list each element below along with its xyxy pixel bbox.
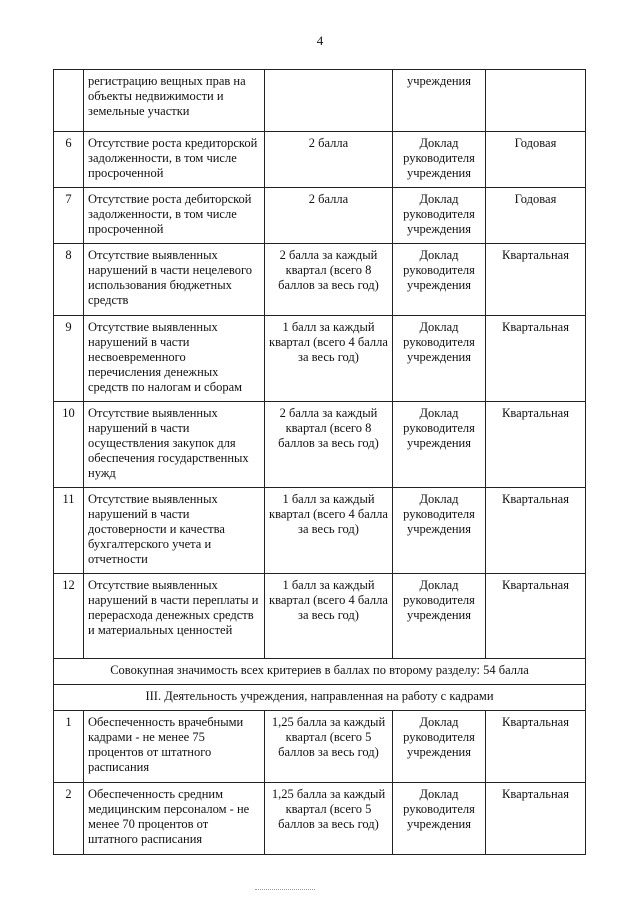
row-number <box>54 70 84 132</box>
criterion-score: 2 балла <box>265 188 393 244</box>
table-row <box>54 132 586 188</box>
row-number: 10 <box>54 402 84 488</box>
scan-artifact <box>255 889 315 892</box>
criterion-period: Квартальная <box>486 783 586 855</box>
criterion-score: 1,25 балла за каждый квартал (всего 5 баллов за весь год) <box>265 711 393 783</box>
table-row <box>54 316 586 402</box>
criterion-name: Отсутствие выявленных нарушений в части осуществления закупок для обеспечения государственных нужд <box>84 402 265 488</box>
row-number: 2 <box>54 783 84 855</box>
criterion-score: 1 балл за каждый квартал (всего 4 балла за весь год) <box>265 316 393 402</box>
page-number: 4 <box>316 33 324 48</box>
criterion-source: Доклад руководителя учреждения <box>393 574 486 659</box>
criterion-score: 2 балла за каждый квартал (всего 8 баллов за весь год) <box>265 244 393 316</box>
criterion-period: Годовая <box>486 188 586 244</box>
criterion-source: Доклад руководителя учреждения <box>393 402 486 488</box>
criterion-name: Отсутствие выявленных нарушений в части достоверности и качества бухгалтерского учета и отчетности <box>84 488 265 574</box>
section-header-row <box>54 685 586 711</box>
table-row <box>54 244 586 316</box>
criterion-name: Отсутствие выявленных нарушений в части нецелевого использования бюджетных средств <box>84 244 265 316</box>
criterion-period: Годовая <box>486 132 586 188</box>
criterion-name: Обеспеченность средним медицинским персоналом - не менее 70 процентов от штатного расписания <box>84 783 265 855</box>
criteria-table <box>53 69 586 855</box>
criterion-name: Отсутствие роста кредиторской задолженности, в том числе просроченной <box>84 132 265 188</box>
row-number: 1 <box>54 711 84 783</box>
criterion-name: Обеспеченность врачебными кадрами - не менее 75 процентов от штатного расписания <box>84 711 265 783</box>
row-number: 6 <box>54 132 84 188</box>
table-row <box>54 574 586 659</box>
criterion-score: 2 балла за каждый квартал (всего 8 баллов за весь год) <box>265 402 393 488</box>
section-title: III. Деятельность учреждения, направленная на работу с кадрами <box>54 685 586 711</box>
row-number: 9 <box>54 316 84 402</box>
table-row <box>54 402 586 488</box>
criterion-score <box>265 70 393 132</box>
section-total: Совокупная значимость всех критериев в баллах по второму разделу: 54 балла <box>54 659 586 685</box>
row-number: 8 <box>54 244 84 316</box>
table-row <box>54 488 586 574</box>
row-number: 11 <box>54 488 84 574</box>
table-row <box>54 711 586 783</box>
summary-row <box>54 659 586 685</box>
criterion-source: Доклад руководителя учреждения <box>393 316 486 402</box>
row-number: 7 <box>54 188 84 244</box>
criterion-name: Отсутствие выявленных нарушений в части несвоевременного перечисления денежных средств по налогам и сборам <box>84 316 265 402</box>
criterion-source: Доклад руководителя учреждения <box>393 132 486 188</box>
criterion-source: учреждения <box>393 70 486 132</box>
criterion-period: Квартальная <box>486 316 586 402</box>
criterion-name: Отсутствие выявленных нарушений в части переплаты и перерасхода денежных средств и материальных ценностей <box>84 574 265 659</box>
criterion-source: Доклад руководителя учреждения <box>393 711 486 783</box>
row-number: 12 <box>54 574 84 659</box>
table-row <box>54 783 586 855</box>
criterion-score: 1 балл за каждый квартал (всего 4 балла за весь год) <box>265 488 393 574</box>
criterion-source: Доклад руководителя учреждения <box>393 488 486 574</box>
criterion-source: Доклад руководителя учреждения <box>393 783 486 855</box>
table-row <box>54 70 586 132</box>
criterion-period <box>486 70 586 132</box>
table-row <box>54 188 586 244</box>
criterion-name: Отсутствие роста дебиторской задолженности, в том числе просроченной <box>84 188 265 244</box>
criterion-period: Квартальная <box>486 574 586 659</box>
criterion-period: Квартальная <box>486 244 586 316</box>
criterion-period: Квартальная <box>486 711 586 783</box>
criterion-score: 1,25 балла за каждый квартал (всего 5 баллов за весь год) <box>265 783 393 855</box>
criterion-period: Квартальная <box>486 488 586 574</box>
criterion-score: 2 балла <box>265 132 393 188</box>
criterion-source: Доклад руководителя учреждения <box>393 244 486 316</box>
criterion-period: Квартальная <box>486 402 586 488</box>
criterion-score: 1 балл за каждый квартал (всего 4 балла за весь год) <box>265 574 393 659</box>
criterion-source: Доклад руководителя учреждения <box>393 188 486 244</box>
criterion-name: регистрацию вещных прав на объекты недвижимости и земельные участки <box>84 70 265 132</box>
